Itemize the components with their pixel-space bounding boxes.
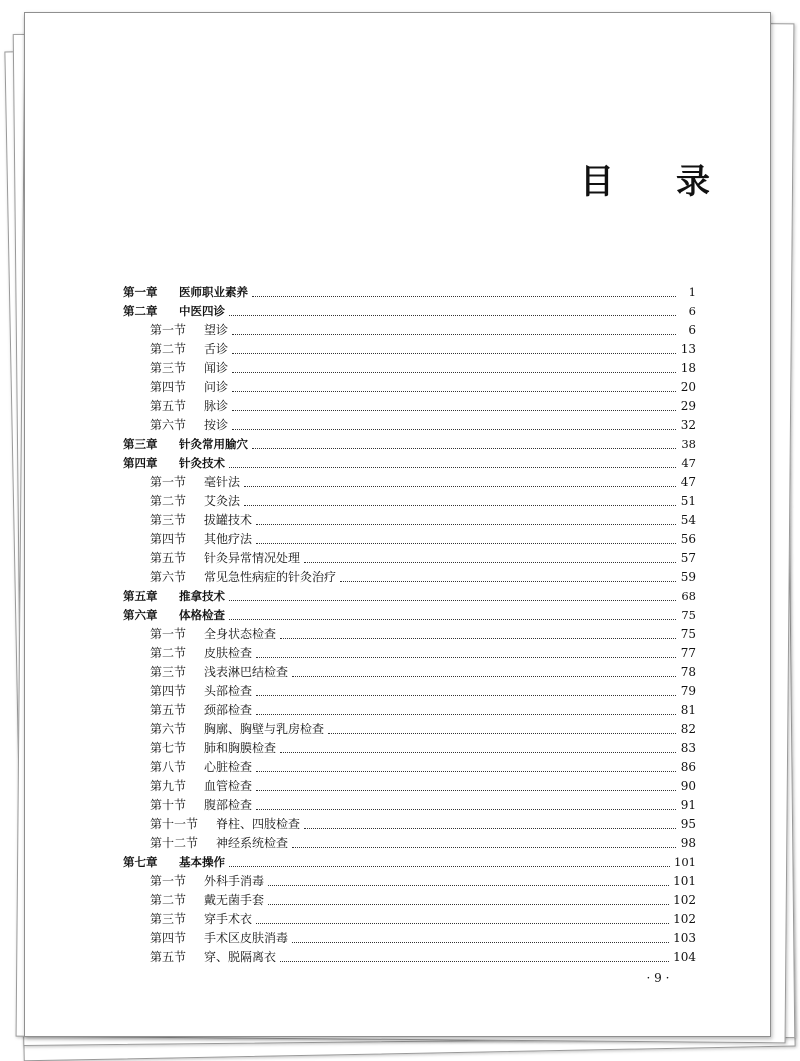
toc-entry-number: 第十一节 — [150, 817, 199, 831]
toc-entry-number: 第一节 — [150, 627, 187, 641]
toc-entry-title: 全身状态检查 — [204, 627, 277, 641]
toc-chapter-entry[interactable] — [123, 587, 696, 606]
toc-section-entry[interactable] — [123, 796, 696, 815]
dot-leader — [304, 827, 676, 829]
toc-entry-title: 穿手术衣 — [204, 912, 253, 926]
dot-leader — [232, 352, 676, 354]
toc-entry-title: 腹部检查 — [204, 798, 253, 812]
toc-entry-page-number: 104 — [673, 950, 696, 964]
dot-leader — [252, 295, 676, 297]
dot-leader — [229, 865, 670, 867]
toc-entry-page-number: 54 — [680, 513, 696, 527]
toc-entry-page-number: 18 — [680, 361, 696, 375]
dot-leader — [232, 371, 676, 373]
toc-entry-title: 针灸异常情况处理 — [204, 551, 301, 565]
toc-entry-title: 基本操作 — [179, 855, 225, 869]
toc-chapter-entry[interactable] — [123, 435, 696, 454]
toc-section-entry[interactable] — [123, 720, 696, 739]
toc-entry-title: 艾灸法 — [204, 494, 241, 508]
toc-entry-page-number: 101 — [673, 874, 696, 888]
toc-entry-title: 闻诊 — [204, 361, 229, 375]
dot-leader — [328, 732, 676, 734]
toc-entry-number: 第二节 — [150, 342, 187, 356]
toc-entry-title: 脉诊 — [204, 399, 229, 413]
toc-entry-page-number: 91 — [680, 798, 696, 812]
toc-entry-title: 脊柱、四肢检查 — [216, 817, 301, 831]
toc-entry-number: 第二节 — [150, 494, 187, 508]
toc-entry-page-number: 86 — [680, 760, 696, 774]
toc-entry-page-number: 102 — [673, 912, 696, 926]
dot-leader — [280, 960, 669, 962]
toc-section-entry[interactable] — [123, 321, 696, 340]
toc-entry-title: 神经系统检查 — [216, 836, 289, 850]
toc-entry-page-number: 83 — [680, 741, 696, 755]
toc-entry-number: 第三节 — [150, 665, 187, 679]
toc-entry-number: 第一节 — [150, 323, 187, 337]
toc-entry-title: 针灸常用腧穴 — [179, 437, 248, 451]
toc-entry-title: 外科手消毒 — [204, 874, 265, 888]
toc-entry-title: 常见急性病症的针灸治疗 — [204, 570, 337, 584]
toc-chapter-entry[interactable] — [123, 283, 696, 302]
toc-entry-page-number: 13 — [680, 342, 696, 356]
dot-leader — [229, 314, 676, 316]
toc-entry-page-number: 59 — [680, 570, 696, 584]
toc-entry-number: 第一节 — [150, 475, 187, 489]
toc-entry-page-number: 6 — [688, 304, 696, 318]
dot-leader — [229, 618, 676, 620]
toc-entry-number: 第六节 — [150, 418, 187, 432]
toc-entry-title: 皮肤检查 — [204, 646, 253, 660]
toc-entry-number: 第六章 — [123, 608, 158, 622]
toc-entry-number: 第八节 — [150, 760, 187, 774]
toc-section-entry[interactable] — [123, 891, 696, 910]
dot-leader — [292, 941, 669, 943]
dot-leader — [280, 751, 676, 753]
toc-entry-title: 舌诊 — [204, 342, 229, 356]
toc-entry-number: 第六节 — [150, 570, 187, 584]
toc-entry-title: 血管检查 — [204, 779, 253, 793]
toc-section-entry[interactable] — [123, 777, 696, 796]
toc-entry-number: 第十节 — [150, 798, 187, 812]
toc-entry-number: 第三节 — [150, 513, 187, 527]
toc-entry-title: 推拿技术 — [179, 589, 225, 603]
dot-leader — [268, 884, 669, 886]
toc-entry-title: 戴无菌手套 — [204, 893, 265, 907]
dot-leader — [232, 409, 676, 411]
dot-leader — [232, 428, 676, 430]
page-title-char-1: 目 — [580, 161, 614, 202]
toc-entry-page-number: 32 — [680, 418, 696, 432]
toc-entry-title: 手术区皮肤消毒 — [204, 931, 289, 945]
toc-entry-page-number: 20 — [680, 380, 696, 394]
toc-chapter-entry[interactable] — [123, 302, 696, 321]
toc-entry-title: 穿、脱隔离衣 — [204, 950, 277, 964]
toc-entry-title: 中医四诊 — [179, 304, 225, 318]
toc-entry-number: 第四节 — [150, 931, 187, 945]
toc-entry-title: 望诊 — [204, 323, 229, 337]
toc-entry-page-number: 51 — [680, 494, 696, 508]
dot-leader — [232, 333, 676, 335]
toc-section-entry[interactable] — [123, 701, 696, 720]
toc-section-entry[interactable] — [123, 625, 696, 644]
toc-entry-title: 按诊 — [204, 418, 229, 432]
toc-entry-number: 第四节 — [150, 380, 187, 394]
toc-entry-page-number: 95 — [680, 817, 696, 831]
dot-leader — [244, 485, 676, 487]
toc-entry-number: 第七节 — [150, 741, 187, 755]
toc-entry-page-number: 90 — [680, 779, 696, 793]
toc-entry-page-number: 68 — [681, 589, 696, 603]
toc-entry-number: 第四章 — [123, 456, 158, 470]
toc-section-entry[interactable] — [123, 929, 696, 948]
toc-section-entry[interactable] — [123, 340, 696, 359]
dot-leader — [256, 808, 676, 810]
toc-entry-title: 医师职业素养 — [179, 285, 248, 299]
toc-entry-number: 第一章 — [123, 285, 158, 299]
toc-entry-page-number: 38 — [681, 437, 696, 451]
toc-page — [24, 12, 771, 1037]
toc-entry-page-number: 79 — [680, 684, 696, 698]
toc-entry-page-number: 6 — [688, 323, 696, 337]
dot-leader — [229, 599, 676, 601]
toc-entry-title: 胸廓、胸壁与乳房检查 — [204, 722, 325, 736]
dot-leader — [256, 523, 676, 525]
dot-leader — [268, 903, 669, 905]
dot-leader — [256, 789, 676, 791]
toc-entry-page-number: 103 — [673, 931, 696, 945]
dot-leader — [292, 846, 676, 848]
dot-leader — [280, 637, 676, 639]
toc-entry-number: 第五节 — [150, 551, 187, 565]
toc-section-entry[interactable] — [123, 530, 696, 549]
toc-entry-page-number: 102 — [673, 893, 696, 907]
toc-entry-number: 第十二节 — [150, 836, 199, 850]
toc-section-entry[interactable] — [123, 416, 696, 435]
toc-section-entry[interactable] — [123, 359, 696, 378]
toc-section-entry[interactable] — [123, 948, 696, 967]
dot-leader — [340, 580, 676, 582]
toc-entry-page-number: 75 — [680, 627, 696, 641]
dot-leader — [232, 390, 676, 392]
toc-entry-number: 第七章 — [123, 855, 158, 869]
toc-entry-number: 第四节 — [150, 684, 187, 698]
toc-entry-page-number: 29 — [680, 399, 696, 413]
dot-leader — [244, 504, 676, 506]
dot-leader — [256, 770, 676, 772]
dot-leader — [304, 561, 676, 563]
toc-entry-number: 第九节 — [150, 779, 187, 793]
toc-entry-page-number: 101 — [674, 855, 696, 869]
toc-entry-title: 肺和胸膜检查 — [204, 741, 277, 755]
toc-section-entry[interactable] — [123, 397, 696, 416]
dot-leader — [256, 694, 676, 696]
toc-entry-title: 体格检查 — [179, 608, 225, 622]
dot-leader — [256, 713, 676, 715]
toc-entry-number: 第二节 — [150, 893, 187, 907]
toc-section-entry[interactable] — [123, 549, 696, 568]
toc-entry-page-number: 77 — [680, 646, 696, 660]
toc-entry-page-number: 47 — [680, 475, 696, 489]
toc-chapter-entry[interactable] — [123, 454, 696, 473]
dot-leader — [256, 922, 669, 924]
toc-entry-page-number: 81 — [680, 703, 696, 717]
toc-entry-title: 针灸技术 — [179, 456, 225, 470]
toc-entry-number: 第六节 — [150, 722, 187, 736]
dot-leader — [292, 675, 676, 677]
toc-entry-title: 头部检查 — [204, 684, 253, 698]
toc-entry-title: 浅表淋巴结检查 — [204, 665, 289, 679]
toc-entry-number: 第三章 — [123, 437, 158, 451]
toc-entry-title: 颈部检查 — [204, 703, 253, 717]
toc-section-entry[interactable] — [123, 378, 696, 397]
toc-entry-page-number: 57 — [680, 551, 696, 565]
toc-section-entry[interactable] — [123, 473, 696, 492]
toc-section-entry[interactable] — [123, 815, 696, 834]
toc-entry-page-number: 47 — [681, 456, 696, 470]
toc-entry-title: 心脏检查 — [204, 760, 253, 774]
toc-section-entry[interactable] — [123, 834, 696, 853]
toc-section-entry[interactable] — [123, 663, 696, 682]
toc-entry-page-number: 56 — [680, 532, 696, 546]
dot-leader — [256, 542, 676, 544]
table-of-contents — [123, 283, 696, 967]
dot-leader — [229, 466, 676, 468]
toc-entry-page-number: 75 — [681, 608, 696, 622]
page-number: · 9 · — [646, 971, 670, 985]
toc-entry-number: 第五章 — [123, 589, 158, 603]
toc-entry-number: 第五节 — [150, 399, 187, 413]
toc-entry-page-number: 1 — [688, 285, 696, 299]
toc-entry-page-number: 98 — [680, 836, 696, 850]
toc-entry-page-number: 78 — [680, 665, 696, 679]
toc-chapter-entry[interactable] — [123, 606, 696, 625]
toc-entry-title: 毫针法 — [204, 475, 241, 489]
toc-section-entry[interactable] — [123, 492, 696, 511]
toc-entry-number: 第二节 — [150, 646, 187, 660]
toc-entry-number: 第三节 — [150, 912, 187, 926]
toc-entry-number: 第三节 — [150, 361, 187, 375]
toc-entry-title: 其他疗法 — [204, 532, 253, 546]
toc-section-entry[interactable] — [123, 739, 696, 758]
page-title — [580, 153, 710, 203]
toc-section-entry[interactable] — [123, 910, 696, 929]
toc-entry-number: 第一节 — [150, 874, 187, 888]
toc-section-entry[interactable] — [123, 511, 696, 530]
toc-section-entry[interactable] — [123, 682, 696, 701]
toc-entry-number: 第二章 — [123, 304, 158, 318]
toc-entry-number: 第四节 — [150, 532, 187, 546]
toc-section-entry[interactable] — [123, 644, 696, 663]
toc-entry-number: 第五节 — [150, 703, 187, 717]
page-title-char-2: 录 — [676, 161, 710, 202]
toc-section-entry[interactable] — [123, 758, 696, 777]
toc-entry-title: 拔罐技术 — [204, 513, 253, 527]
toc-entry-page-number: 82 — [680, 722, 696, 736]
toc-section-entry[interactable] — [123, 568, 696, 587]
toc-section-entry[interactable] — [123, 872, 696, 891]
toc-chapter-entry[interactable] — [123, 853, 696, 872]
dot-leader — [252, 447, 676, 449]
toc-entry-title: 问诊 — [204, 380, 229, 394]
toc-entry-number: 第五节 — [150, 950, 187, 964]
dot-leader — [256, 656, 676, 658]
